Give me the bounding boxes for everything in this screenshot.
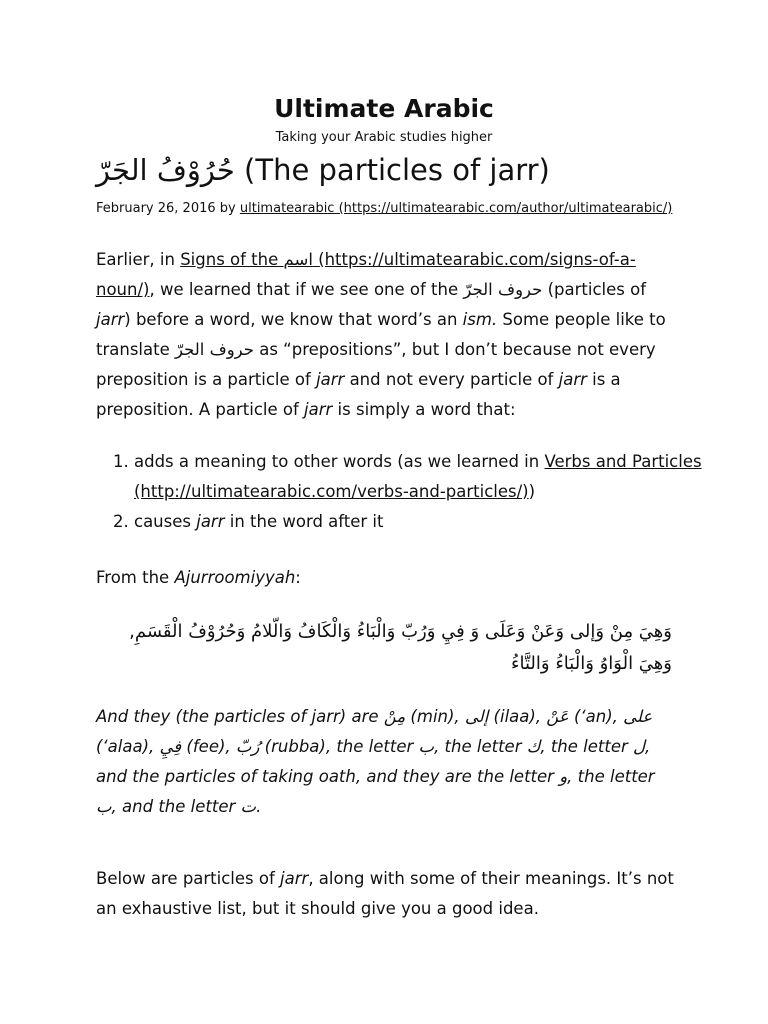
below-paragraph <box>96 864 676 924</box>
intro-text-2: , we learned that if we see one of the <box>149 280 464 299</box>
jarr-term: jarr <box>280 869 309 888</box>
intro-text-1: Earlier, in <box>96 250 181 269</box>
particle-definition-list <box>96 447 714 537</box>
jarr-term: jarr <box>316 370 345 389</box>
site-tagline: Taking your Arabic studies higher <box>275 130 493 145</box>
below-text-b: , along with some of their meanings. It’s not an exhaustive list, but it should give you a good idea. <box>96 869 674 918</box>
tr-text: , the letter <box>434 737 527 756</box>
tr-arabic: و <box>559 767 568 786</box>
tr-text: (rubba), the letter <box>259 737 419 756</box>
tr-arabic: مِنْ <box>383 707 406 726</box>
tr-text: (‘alaa), <box>96 737 160 756</box>
tr-text: (‘an), <box>568 707 624 726</box>
tr-text: , and the particles of taking oath, and they are the letter <box>96 737 651 786</box>
post-meta <box>96 201 716 216</box>
post-title-english: (The particles of jarr) <box>244 153 550 187</box>
intro-text-4: ) before a word, we know that word’s an <box>124 310 463 329</box>
post-title-arabic: حُرُوْفُ الجَرّ <box>96 153 235 187</box>
tr-text: , and the letter <box>111 797 241 816</box>
intro-text-6: as “prepositions”, but I don’t because not every preposition is a particle of <box>96 340 656 389</box>
post-title <box>96 150 696 190</box>
ism-term: ism. <box>462 310 498 329</box>
list-item <box>134 507 714 537</box>
intro-text-5: Some people like to translate <box>96 310 666 359</box>
list-item <box>134 447 714 507</box>
source-label: From the <box>96 568 175 587</box>
intro-text-7: and not every particle of <box>344 370 559 389</box>
tr-arabic: عَنْ <box>546 707 569 726</box>
tr-arabic: ت <box>240 797 257 816</box>
tr-arabic: فِيِ <box>159 737 182 756</box>
tr-arabic: إلى <box>464 707 489 726</box>
author-link[interactable] <box>240 201 673 216</box>
post-by: by <box>219 201 236 216</box>
signs-link-text: Signs of the اسم <box>180 250 319 269</box>
intro-text-3: (particles of <box>542 280 647 299</box>
huroof-jarr-arabic-1: حروف الجرّ <box>463 280 543 299</box>
tr-arabic: ك <box>526 737 541 756</box>
tr-text: (min), <box>405 707 465 726</box>
tr-text: . <box>256 797 262 816</box>
tr-arabic: ب <box>418 737 435 756</box>
quote-translation <box>96 702 676 822</box>
tr-arabic: ب <box>96 797 112 816</box>
jarr-term: jarr <box>304 400 333 419</box>
author-name: ultimatearabic <box>239 201 335 216</box>
source-colon: : <box>295 568 301 587</box>
author-url: (https://ultimatearabic.com/author/ultimatearabic/) <box>338 201 673 216</box>
tr-arabic: ل <box>633 737 646 756</box>
tr-arabic: على <box>623 707 653 726</box>
point-1-text: adds a meaning to other words (as we learned in <box>134 452 545 471</box>
source-book: Ajurroomiyyah <box>174 568 296 587</box>
tr-text: (ilaa), <box>488 707 547 726</box>
ajurroomiyyah-quote: وَهِيَ مِنْ وَإلى وَعَنْ وَعَلَى وَ فِيِ وَرُبّ وَالْبَاءُ وَالْكَافُ وَالّلامُ وَحُرُوْفُ الْقَسَمِ, وَهِيَ الْوَاوُ وَالْبَاءُ وَالتَّاءُ <box>129 621 672 674</box>
post-date: February 26, 2016 <box>96 201 216 216</box>
intro-paragraph <box>96 245 676 425</box>
tr-arabic: رُبّ <box>235 737 260 756</box>
point-2-text-b: in the word after it <box>224 512 384 531</box>
jarr-term: jarr <box>196 512 225 531</box>
tr-text: , the letter <box>540 737 634 756</box>
jarr-term: jarr <box>96 310 125 329</box>
tr-text: (fee), <box>181 737 236 756</box>
verbs-link-text: Verbs and Particles <box>544 452 702 471</box>
tr-text: , the letter <box>567 767 655 786</box>
intro-text-8: is a preposition. A particle of <box>96 370 621 419</box>
intro-text-9: is simply a word that: <box>332 400 516 419</box>
below-text-a: Below are particles of <box>96 869 281 888</box>
huroof-jarr-arabic-2: حروف الجرّ <box>174 340 254 359</box>
verbs-link-url: (http://ultimatearabic.com/verbs-and-particles/) <box>134 482 529 501</box>
site-title[interactable]: Ultimate Arabic <box>274 94 494 123</box>
point-2-text-a: causes <box>134 512 197 531</box>
source-intro <box>96 563 676 593</box>
point-1-end: ) <box>528 482 536 501</box>
tr-text: And they (the particles of jarr) are <box>96 707 384 726</box>
jarr-term: jarr <box>558 370 587 389</box>
signs-link-url: (https://ultimatearabic.com/signs-of-a-noun/) <box>96 250 636 299</box>
